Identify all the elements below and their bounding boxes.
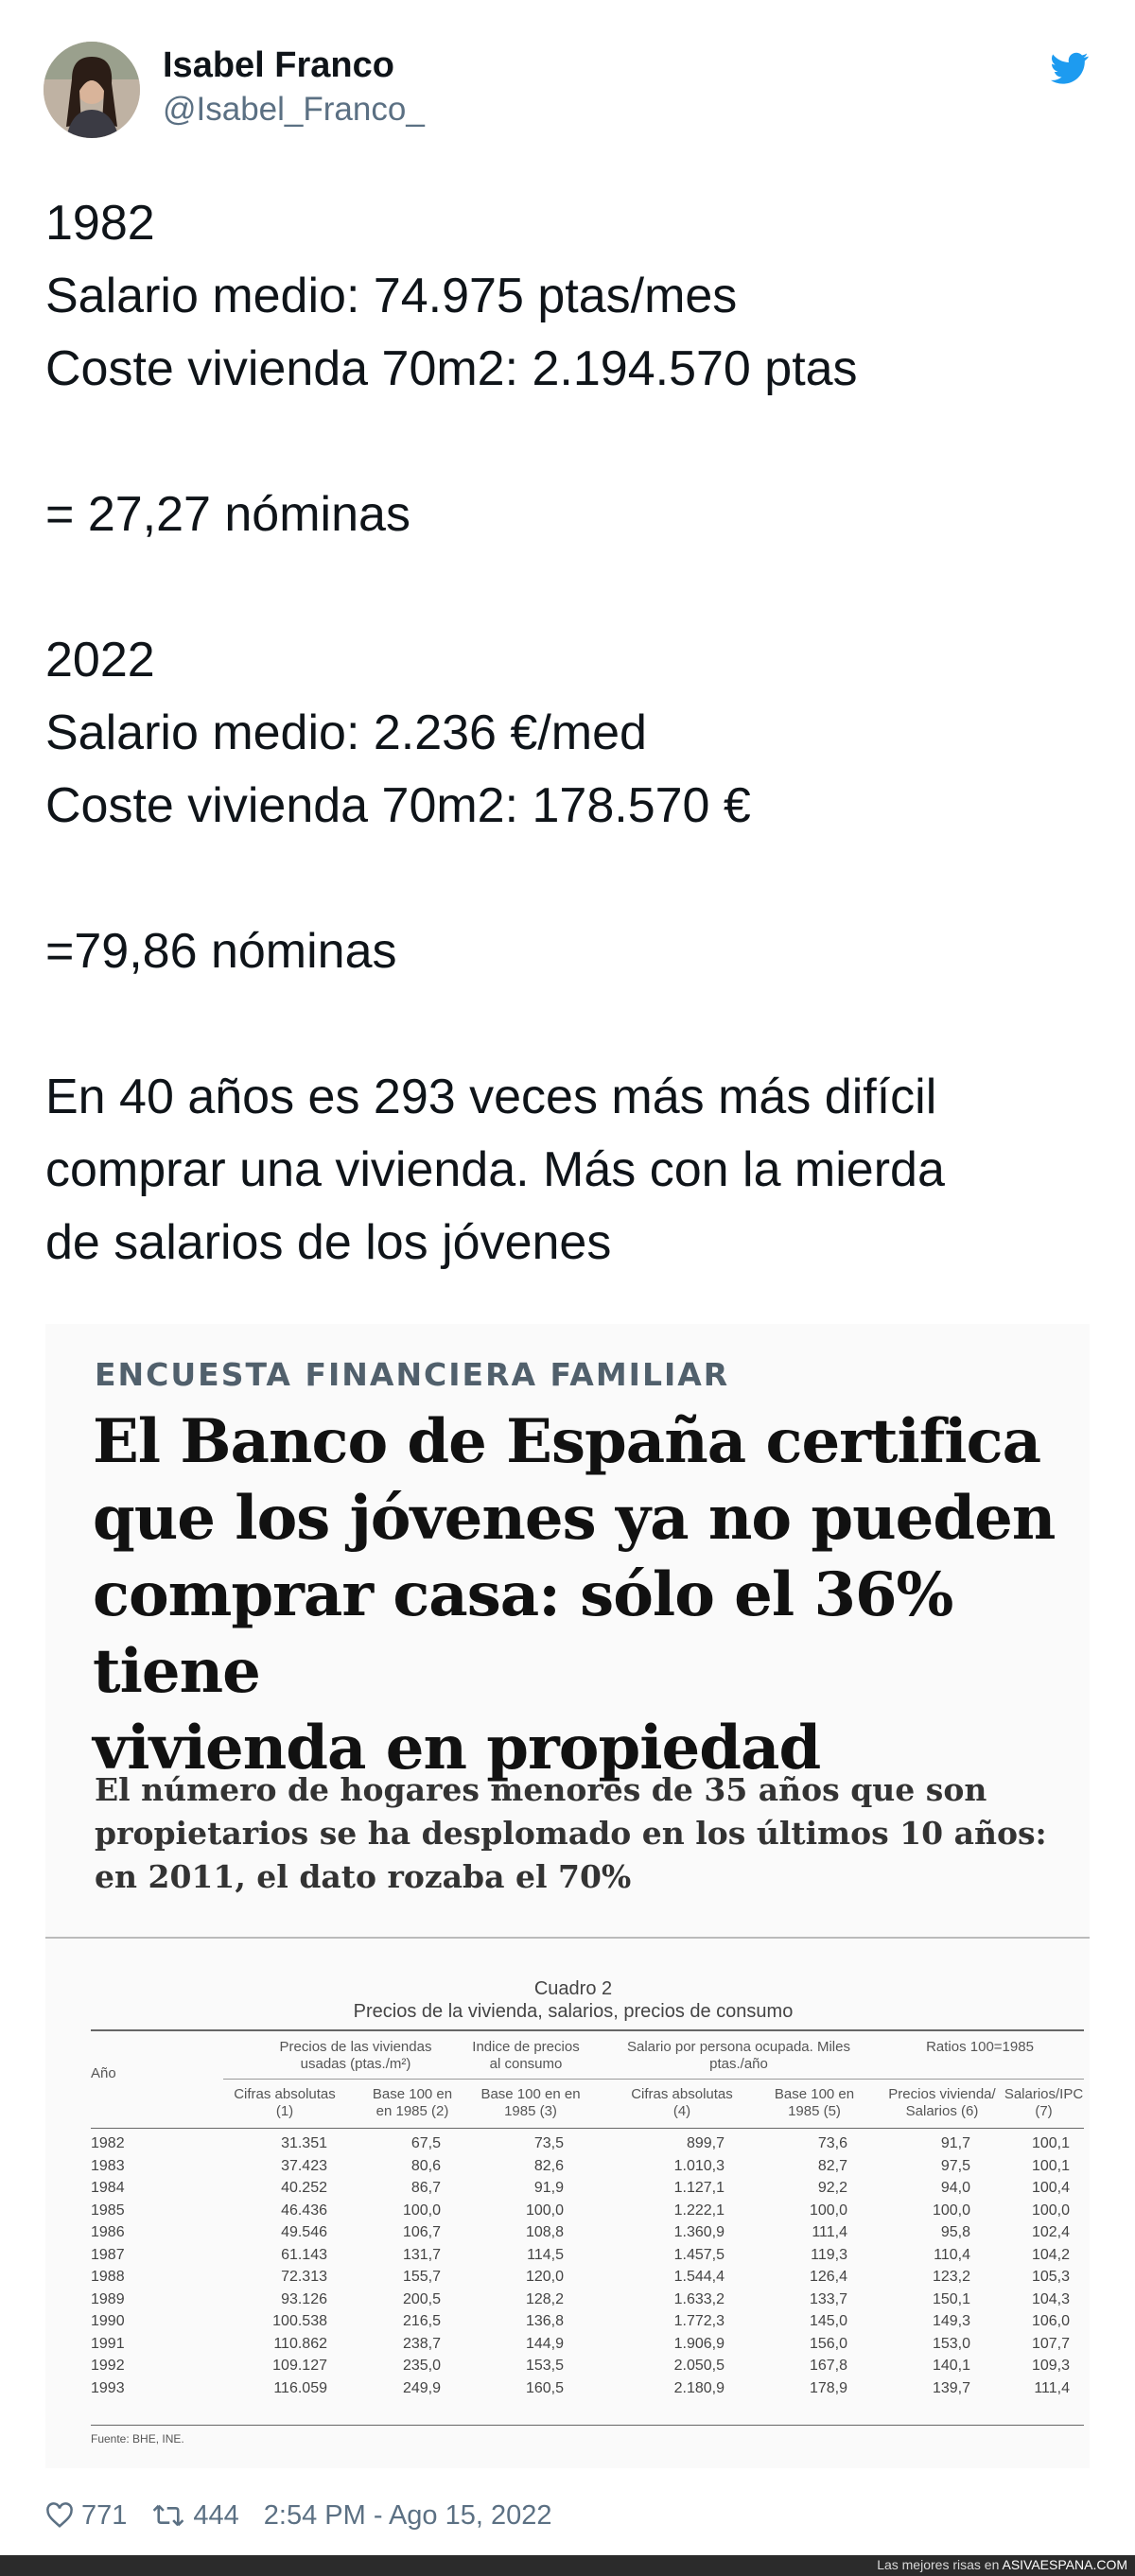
table-year-cell: 1988 (91, 2269, 125, 2285)
tweet-line (45, 988, 1095, 1061)
table-year-cell: 1991 (91, 2335, 125, 2352)
twitter-bird-icon[interactable] (1048, 49, 1091, 87)
watermark-text[interactable] (877, 2557, 1127, 2572)
tweet-media-image[interactable] (45, 1324, 1090, 2468)
table-cell: 106,0 (1031, 2313, 1070, 2329)
table-cell: 107,7 (1031, 2335, 1070, 2352)
tweet-footer (45, 2497, 577, 2534)
table-cell: 120,0 (525, 2269, 564, 2285)
divider (45, 1937, 1090, 1939)
table-cell: 73,5 (533, 2135, 564, 2151)
table-cell: 140,1 (932, 2358, 970, 2374)
table-cell: 216,5 (402, 2313, 441, 2329)
timestamp-text: 2:54 PM - Ago 15, 2022 (263, 2499, 552, 2531)
tweet-line: =79,86 nóminas (45, 924, 397, 979)
subhead-line: El número de hogares menores de 35 años que son (95, 1771, 987, 1808)
retweet-icon (151, 2503, 185, 2528)
table-cell: 105,3 (1031, 2269, 1070, 2285)
table-cell: 100,4 (1031, 2180, 1070, 2196)
table-cell: 100,0 (525, 2202, 564, 2219)
tweet-line: Salario medio: 74.975 ptas/mes (45, 269, 738, 323)
author-name[interactable]: Isabel Franco (163, 45, 394, 85)
article-headline (93, 1403, 1076, 1786)
table-cell: 110,4 (934, 2246, 970, 2263)
column-header: Base 100 en en 1985 (3) (480, 2086, 581, 2119)
table-cell: 1.633,2 (673, 2290, 725, 2307)
table-cell: 92,2 (817, 2180, 847, 2196)
table-cell: 150,1 (932, 2290, 970, 2307)
table-rule (91, 2128, 1084, 2129)
column-header: Cifras absolutas (1) (234, 2086, 336, 2119)
table-subtitle: Precios de la vivienda, salarios, precios de consumo (353, 2001, 794, 2022)
table-cell: 100,0 (1031, 2202, 1070, 2219)
table-cell: 114,5 (527, 2246, 564, 2263)
table-cell: 126,4 (809, 2269, 847, 2285)
watermark-bar (0, 2555, 1135, 2576)
table-cell: 86,7 (410, 2180, 441, 2196)
table-cell: 109,3 (1031, 2358, 1070, 2374)
tweet-line: Coste vivienda 70m2: 178.570 € (45, 778, 751, 833)
retweet-count: 444 (193, 2499, 239, 2531)
table-cell: 109.127 (272, 2358, 327, 2374)
watermark-site: ASIVAESPANA.COM (1002, 2557, 1127, 2572)
avatar[interactable] (44, 42, 140, 138)
column-header: Precios vivienda/ Salarios (6) (888, 2086, 996, 2119)
table-cell: 2.050,5 (673, 2358, 725, 2374)
table-cell: 235,0 (402, 2358, 441, 2374)
table-year-cell: 1985 (91, 2202, 125, 2219)
table-cell: 1.457,5 (673, 2246, 725, 2263)
table-cell: 153,0 (932, 2335, 970, 2352)
like-count: 771 (81, 2499, 128, 2531)
table-cell: 145,0 (809, 2313, 847, 2329)
table-cell: 1.906,9 (673, 2335, 725, 2352)
table-cell: 111,4 (1034, 2379, 1070, 2396)
table-cell: 31.351 (281, 2135, 327, 2151)
table-cell: 200,5 (402, 2290, 441, 2307)
table-cell: 1.010,3 (673, 2157, 725, 2174)
tweet-text (45, 187, 1095, 1279)
table-cell: 149,3 (932, 2313, 970, 2329)
table-rule (91, 2425, 1084, 2426)
tweet-line (45, 551, 1095, 624)
tweet-line: comprar una vivienda. Más con la mierda (45, 1142, 945, 1197)
table-cell: 178,9 (809, 2379, 847, 2396)
table-cell: 156,0 (809, 2335, 847, 2352)
table-year-cell: 1989 (91, 2290, 125, 2307)
table-body (91, 2135, 1084, 2419)
headline-line: El Banco de España certifica (93, 1406, 1041, 1477)
table-year-cell: 1983 (91, 2157, 125, 2174)
table-cell: 102,4 (1031, 2224, 1070, 2240)
column-header: Salarios/IPC (7) (1004, 2086, 1084, 2119)
tweet-line (45, 406, 1095, 479)
tweet-line: 1982 (45, 196, 155, 251)
table-cell: 40.252 (281, 2180, 327, 2196)
table-cell: 123,2 (932, 2269, 970, 2285)
table-cell: 238,7 (402, 2335, 441, 2352)
group-header: Indice de precios al consumo (472, 2039, 580, 2072)
group-header: Precios de las viviendas usadas (ptas./m²) (279, 2039, 432, 2072)
article-kicker: ENCUESTA FINANCIERA FAMILIAR (95, 1356, 730, 1393)
table-cell: 100,0 (402, 2202, 441, 2219)
table-cell: 104,2 (1031, 2246, 1070, 2263)
year-header: Año (91, 2065, 116, 2081)
table-cell: 46.436 (281, 2202, 327, 2219)
group-header: Salario por persona ocupada. Miles ptas./año (627, 2039, 850, 2072)
headline-line: que los jóvenes ya no pueden (93, 1483, 1056, 1554)
table-year-cell: 1992 (91, 2358, 125, 2374)
table-cell: 108,8 (525, 2224, 564, 2240)
table-cell: 91,9 (533, 2180, 564, 2196)
table-cell: 1.772,3 (673, 2313, 725, 2329)
table-cell: 249,9 (402, 2379, 441, 2396)
tweet-line: de salarios de los jóvenes (45, 1215, 612, 1270)
table-cell: 139,7 (932, 2379, 970, 2396)
table-cell: 899,7 (686, 2135, 725, 2151)
table-cell: 153,5 (525, 2358, 564, 2374)
tweet-line: 2022 (45, 633, 155, 688)
tweet-timestamp[interactable] (264, 2500, 552, 2532)
article-subhead (95, 1768, 1059, 1899)
table-cell: 110.862 (273, 2335, 327, 2352)
table-cell: 131,7 (402, 2246, 441, 2263)
heart-icon (45, 2502, 74, 2529)
table-year-cell: 1982 (91, 2135, 125, 2151)
table-cell: 61.143 (281, 2246, 327, 2263)
table-cell: 100,1 (1031, 2157, 1070, 2174)
subhead-line: propietarios se ha desplomado en los últimos 10 años: (95, 1815, 1047, 1852)
table-year-cell: 1993 (91, 2379, 125, 2396)
table-cell: 94,0 (940, 2180, 970, 2196)
table-cell: 119,3 (811, 2246, 847, 2263)
group-header: Ratios 100=1985 (926, 2039, 1034, 2055)
table-cell: 104,3 (1031, 2290, 1070, 2307)
tweet-line: = 27,27 nóminas (45, 487, 410, 542)
like-action[interactable] (45, 2500, 127, 2532)
table-cell: 91,7 (940, 2135, 970, 2151)
table-cell: 82,6 (533, 2157, 564, 2174)
table-cell: 1.544,4 (673, 2269, 725, 2285)
column-header: Base 100 en 1985 (5) (774, 2086, 855, 2119)
table-cell: 128,2 (525, 2290, 564, 2307)
table-cell: 1.360,9 (673, 2224, 725, 2240)
table-cell: 116.059 (273, 2379, 327, 2396)
table-year-cell: 1987 (91, 2246, 125, 2263)
tweet-line: Salario medio: 2.236 €/med (45, 705, 647, 760)
table-title: Cuadro 2 (533, 1978, 613, 1999)
headline-line: comprar casa: sólo el 36% tiene (93, 1559, 953, 1707)
table-cell: 93.126 (281, 2290, 327, 2307)
table-cell: 1.222,1 (673, 2202, 725, 2219)
table-cell: 73,6 (817, 2135, 847, 2151)
watermark-prefix: Las mejores risas en (877, 2557, 1003, 2572)
tweet-line: Coste vivienda 70m2: 2.194.570 ptas (45, 341, 858, 396)
table-cell: 106,7 (402, 2224, 441, 2240)
table-source: Fuente: BHE, INE. (91, 2432, 184, 2445)
table-cell: 100.538 (272, 2313, 327, 2329)
table-rule (91, 2029, 1084, 2031)
table-rule (223, 2079, 1084, 2080)
table-cell: 136,8 (525, 2313, 564, 2329)
table-cell: 111,4 (812, 2224, 847, 2240)
retweet-action[interactable] (151, 2500, 238, 2532)
table-year-cell: 1986 (91, 2224, 125, 2240)
column-header: Cifras absolutas (4) (631, 2086, 733, 2119)
table-cell: 100,1 (1031, 2135, 1070, 2151)
tweet-line (45, 843, 1095, 915)
author-handle[interactable]: @Isabel_Franco_ (163, 91, 425, 128)
table-cell: 80,6 (410, 2157, 441, 2174)
table-cell: 49.546 (281, 2224, 327, 2240)
tweet-header (44, 42, 1091, 144)
table-year-cell: 1984 (91, 2180, 125, 2196)
headline-line: vivienda en propiedad (93, 1713, 821, 1784)
table-cell: 160,5 (525, 2379, 564, 2396)
tweet-line: En 40 años es 293 veces más más difícil (45, 1070, 937, 1124)
table-cell: 67,5 (410, 2135, 441, 2151)
table-cell: 1.127,1 (673, 2180, 725, 2196)
subhead-line: en 2011, el dato rozaba el 70% (95, 1858, 632, 1895)
table-cell: 97,5 (940, 2157, 970, 2174)
table-cell: 95,8 (940, 2224, 970, 2240)
table-cell: 133,7 (809, 2290, 847, 2307)
table-cell: 167,8 (809, 2358, 847, 2374)
table-cell: 72.313 (281, 2269, 327, 2285)
table-cell: 144,9 (525, 2335, 564, 2352)
table-cell: 100,0 (809, 2202, 847, 2219)
table-cell: 155,7 (402, 2269, 441, 2285)
table-cell: 82,7 (817, 2157, 847, 2174)
table-cell: 37.423 (281, 2157, 327, 2174)
table-cell: 2.180,9 (673, 2379, 725, 2396)
column-header: Base 100 en en 1985 (2) (372, 2086, 453, 2119)
table-year-cell: 1990 (91, 2313, 125, 2329)
price-table (91, 1976, 1086, 2449)
table-cell: 100,0 (932, 2202, 970, 2219)
